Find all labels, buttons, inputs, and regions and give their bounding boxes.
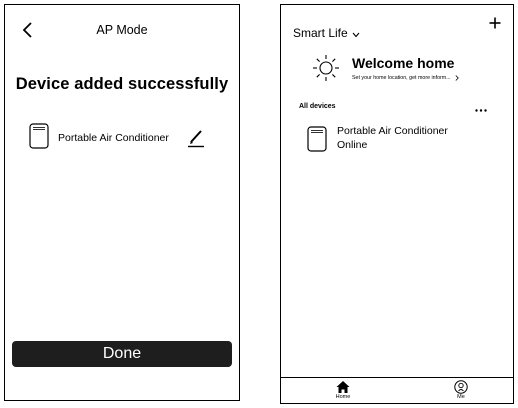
phone-screen-ap-mode <box>4 4 240 401</box>
tab-me-label: Me <box>457 394 465 400</box>
person-icon <box>454 380 468 394</box>
all-devices-label: All devices <box>299 103 336 110</box>
device-status: Online <box>337 139 368 151</box>
air-conditioner-icon <box>29 123 49 149</box>
more-icon[interactable] <box>475 109 487 112</box>
device-name: Portable Air Conditioner <box>58 132 169 144</box>
app-title: Smart Life <box>293 26 348 40</box>
welcome-banner[interactable] <box>311 53 506 87</box>
device-name: Portable Air Conditioner <box>337 125 448 137</box>
device-list-item[interactable] <box>307 123 497 155</box>
success-headline: Device added successfully <box>15 75 229 93</box>
added-device-row <box>29 120 229 150</box>
home-icon <box>336 380 350 394</box>
air-conditioner-icon <box>307 126 327 152</box>
pencil-icon[interactable] <box>187 128 205 148</box>
tab-home[interactable] <box>323 380 363 404</box>
chevron-down-icon <box>352 32 360 38</box>
home-selector[interactable] <box>293 26 360 40</box>
phone-screen-smart-life-home <box>280 4 514 404</box>
done-button[interactable]: Done <box>12 341 232 367</box>
welcome-subtitle <box>352 75 459 81</box>
welcome-subtitle-text: Set your home location, get more inform... <box>352 75 451 81</box>
tab-me[interactable] <box>441 380 481 404</box>
bottom-tab-bar <box>281 377 513 403</box>
page-title: AP Mode <box>96 23 148 37</box>
plus-icon[interactable] <box>489 17 501 29</box>
sun-icon <box>311 53 341 83</box>
welcome-title: Welcome home <box>352 55 455 71</box>
chevron-right-icon <box>455 75 459 81</box>
tab-home-label: Home <box>335 394 351 400</box>
